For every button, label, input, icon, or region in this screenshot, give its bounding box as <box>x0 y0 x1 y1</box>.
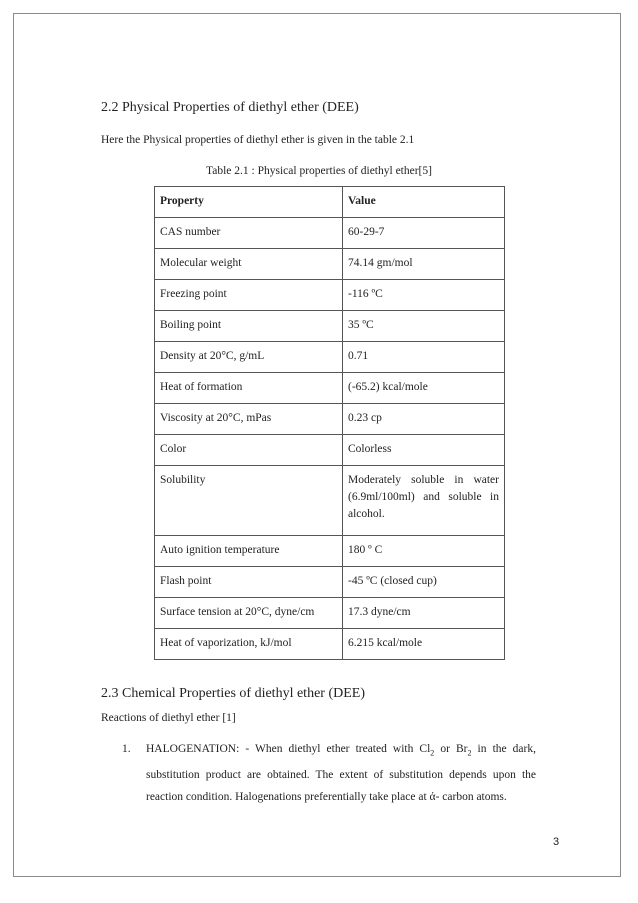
property-cell: Solubility <box>155 466 343 536</box>
value-cell: Moderately soluble in water (6.9ml/100ml) and soluble in alcohol. <box>343 466 505 536</box>
property-cell: Heat of vaporization, kJ/mol <box>155 629 343 660</box>
table-row <box>155 218 505 249</box>
property-cell: Boiling point <box>155 311 343 342</box>
value-cell: (-65.2) kcal/mole <box>343 373 505 404</box>
property-cell: Auto ignition temperature <box>155 536 343 567</box>
table-row <box>155 373 505 404</box>
property-cell: Density at 20°C, g/mL <box>155 342 343 373</box>
section-heading-chemical-properties: 2.3 Chemical Properties of diethyl ether (DEE) <box>101 686 365 701</box>
property-cell: Viscosity at 20°C, mPas <box>155 404 343 435</box>
table-row <box>155 311 505 342</box>
table-row <box>155 466 505 536</box>
value-cell: 0.23 cp <box>343 404 505 435</box>
property-cell: Surface tension at 20°C, dyne/cm <box>155 598 343 629</box>
list-item-text <box>146 738 536 808</box>
subscript-2: 2 <box>430 748 435 758</box>
halogenation-text-start: HALOGENATION: - When diethyl ether treated with Cl <box>146 743 431 755</box>
property-cell: CAS number <box>155 218 343 249</box>
value-cell: Colorless <box>343 435 505 466</box>
table-caption: Table 2.1 : Physical properties of diethyl ether[5] <box>206 165 432 177</box>
value-cell: 180 º C <box>343 536 505 567</box>
value-cell: 60-29-7 <box>343 218 505 249</box>
column-header-property: Property <box>155 187 343 218</box>
property-cell: Flash point <box>155 567 343 598</box>
table-row <box>155 629 505 660</box>
table-row <box>155 598 505 629</box>
table-header-row <box>155 187 505 218</box>
column-header-value: Value <box>343 187 505 218</box>
value-cell: 35 ºC <box>343 311 505 342</box>
table-row <box>155 280 505 311</box>
table-row <box>155 435 505 466</box>
table-row <box>155 567 505 598</box>
page-number: 3 <box>553 836 560 848</box>
table-row <box>155 404 505 435</box>
value-cell: -45 ºC (closed cup) <box>343 567 505 598</box>
halogenation-text-end: in the dark, substitution product are obtained. The extent of substitution depends upon the reaction condition. Halogenations preferentially take place at ά- carbon atoms. <box>146 743 536 804</box>
halogenation-text-middle: or Br <box>434 743 468 755</box>
reactions-subheading: Reactions of diethyl ether [1] <box>101 712 236 724</box>
value-cell: 17.3 dyne/cm <box>343 598 505 629</box>
intro-paragraph: Here the Physical properties of diethyl ether is given in the table 2.1 <box>101 134 415 146</box>
value-cell: 74.14 gm/mol <box>343 249 505 280</box>
value-cell: 6.215 kcal/mole <box>343 629 505 660</box>
value-cell: -116 ºC <box>343 280 505 311</box>
table-row <box>155 536 505 567</box>
section-heading-physical-properties: 2.2 Physical Properties of diethyl ether (DEE) <box>101 100 359 115</box>
property-cell: Molecular weight <box>155 249 343 280</box>
property-cell: Color <box>155 435 343 466</box>
subscript-2: 2 <box>467 748 472 758</box>
table-row <box>155 342 505 373</box>
properties-table <box>154 186 505 660</box>
value-cell: 0.71 <box>343 342 505 373</box>
property-cell: Heat of formation <box>155 373 343 404</box>
list-item-number: 1. <box>122 743 131 755</box>
property-cell: Freezing point <box>155 280 343 311</box>
table-row <box>155 249 505 280</box>
